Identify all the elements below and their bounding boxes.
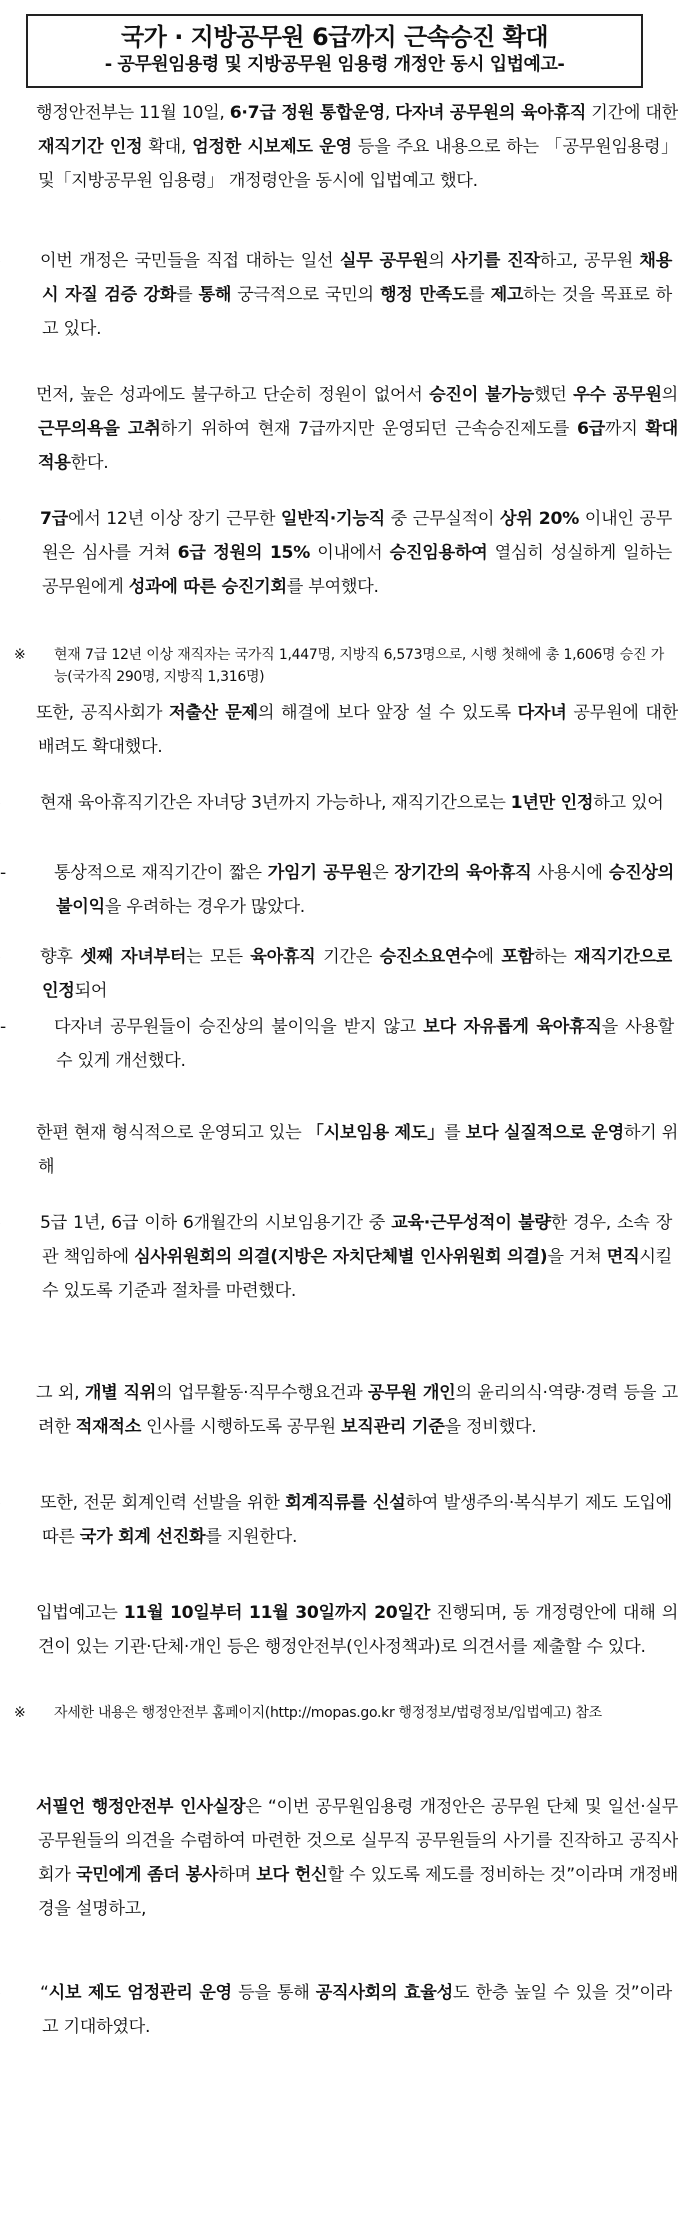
bold-text: 11월 10일부터 11월 30일까지 20일간 [123, 1603, 431, 1623]
text: 열심히 성실하게 일하는 공무원에게 [42, 543, 672, 597]
text: 인사를 시행하도록 공무원 [141, 1417, 341, 1437]
paragraph-third-child [14, 940, 672, 1008]
text: , [384, 103, 396, 123]
text: 했던 [533, 385, 574, 405]
bold-text: 6급 정원의 15% [177, 543, 311, 563]
text: 의 업무활동·직무수행요건과 [156, 1383, 368, 1403]
bold-text: 실무 공무원 [339, 251, 429, 271]
bold-text: 재직기간 인정 [38, 137, 143, 157]
bold-text: 서필언 행정안전부 인사실장 [36, 1797, 246, 1817]
paragraph-grade7-criteria [14, 502, 672, 604]
bold-text: 승진이 불가능 [429, 385, 534, 405]
text: 다자녀 공무원들이 승진상의 불이익을 받지 않고 [54, 1017, 424, 1037]
dash-item-improvement [0, 1010, 674, 1078]
bold-text: 적재적소 [75, 1417, 141, 1437]
text: 등을 주요 내용으로 하는 「공무원임용령」 및「지방공무원 임용령」 개정령안을 동시에 입법예고 했다. [38, 137, 678, 191]
square-bullet-marker [10, 378, 36, 412]
text: 을 정비했다. [444, 1417, 537, 1437]
bold-text: 통해 [198, 285, 232, 305]
text: 의 [428, 251, 452, 271]
bold-text: 장기간의 육아휴직 [394, 863, 532, 883]
bold-text: 승진상의 불이익 [56, 863, 674, 917]
text: 까지 [604, 419, 646, 439]
bold-text: 공직사회의 효율성 [315, 1983, 453, 2003]
paragraph-probation-intro [10, 1116, 678, 1184]
paragraph-probation-dismissal [14, 1206, 672, 1308]
bold-text: 제고 [490, 285, 524, 305]
note-marker: ※ [14, 1705, 26, 1721]
bold-text: 국민에게 좀더 봉사 [76, 1865, 219, 1885]
paragraph-accounting-track [14, 1486, 672, 1554]
square-bullet-marker [10, 696, 36, 730]
bold-text: 6급 [576, 419, 605, 439]
bold-text: 개별 직위 [84, 1383, 157, 1403]
paragraph-purpose [14, 244, 672, 346]
text: 의 윤리의식·역량·경력 등을 고려한 [38, 1383, 678, 1437]
bold-text: 보다 실질적으로 운영 [465, 1123, 624, 1143]
paragraph-legislative-notice [10, 1596, 678, 1664]
square-bullet-marker [10, 1376, 36, 1410]
bold-text: 가임기 공무원 [267, 863, 373, 883]
text: 를 [468, 285, 491, 305]
text: 를 지원한다. [205, 1527, 298, 1547]
text: 사용시에 [531, 863, 609, 883]
bold-text: 「시보임용 제도」 [306, 1123, 445, 1143]
text: 를 부여했다. [286, 577, 379, 597]
text: 확대, [142, 137, 193, 157]
text: 통상적으로 재직기간이 짧은 [54, 863, 268, 883]
bold-text: 엄정한 시보제도 운영 [192, 137, 352, 157]
bold-text: 사기를 진작 [451, 251, 540, 271]
paragraph-parental-leave-current [14, 786, 672, 820]
bold-text: 보다 헌신 [256, 1865, 328, 1885]
bold-text: 성과에 따른 승진기회 [128, 577, 287, 597]
dash-marker: - [0, 1017, 6, 1037]
text: 공무원에 대한 배려도 확대했다. [38, 703, 678, 757]
text: 등을 통해 [231, 1983, 316, 2003]
text: 하고 있어 [593, 793, 664, 813]
circle-bullet-marker [14, 1486, 40, 1520]
note-statistics [14, 644, 664, 688]
note-text: 자세한 내용은 행정안전부 홈페이지(http://mopas.go.kr 행정정보/법령정보/입법예고) 참조 [54, 1705, 602, 1721]
circle-bullet-marker [14, 244, 40, 278]
text: 입법예고는 [36, 1603, 124, 1623]
paragraph-promotion-expansion [10, 378, 678, 480]
text: 를 [176, 285, 199, 305]
bold-text: 7급 [40, 509, 68, 529]
dash-item-disadvantage [0, 856, 674, 924]
text: 은 [372, 863, 395, 883]
text: 을 사용할 수 있게 개선했다. [56, 1017, 674, 1071]
bold-text: 일반직·기능직 [280, 509, 385, 529]
paragraph-expectation [14, 1976, 672, 2044]
note-text: 현재 7급 12년 이상 재직자는 국가직 1,447명, 지방직 6,573명으로, 시행 첫해에 총 1,606명 승진 가능(국가직 290명, 지방직 1,316명) [54, 647, 664, 685]
text: 하기 위하여 현재 7급까지만 운영되던 근속승진제도를 [160, 419, 577, 439]
square-bullet-marker [10, 1596, 36, 1630]
text: 을 거쳐 [547, 1247, 607, 1267]
text: 도 한층 높일 수 있을 것”이라고 기대하였다. [42, 1983, 672, 2037]
text: 하는 것을 목표로 하고 있다. [42, 285, 672, 339]
text: 의 해결에 보다 앞장 설 수 있도록 [257, 703, 518, 723]
text: 기간은 [315, 947, 380, 967]
text: 를 [444, 1123, 466, 1143]
text: 한다. [70, 453, 109, 473]
circle-bullet-marker [14, 1976, 40, 2010]
text: 하고, 공무원 [539, 251, 640, 271]
text: 는 모든 [186, 947, 251, 967]
bold-text: 저출산 문제 [168, 703, 258, 723]
text: 한편 현재 형식적으로 운영되고 있는 [36, 1123, 307, 1143]
paragraph-low-birthrate [10, 696, 678, 764]
text: 중 근무실적이 [384, 509, 500, 529]
text: 5급 1년, 6급 이하 6개월간의 시보임용기간 중 [40, 1213, 392, 1233]
bold-text: 심사위원회의 의결(지방은 자치단체별 인사위원회 의결) [134, 1247, 548, 1267]
bold-text: 승진소요연수 [379, 947, 478, 967]
text: 하여 발생주의·복식부기 제도 도입에 따른 [42, 1493, 672, 1547]
bold-text: 상위 20% [499, 509, 580, 529]
bold-text: 재직기간으로 인정 [42, 947, 672, 1001]
bold-text: 회계직류를 신설 [285, 1493, 406, 1513]
text: 에서 12년 이상 장기 근무한 [67, 509, 281, 529]
text: 은 “이번 공무원임용령 개정안은 공무원 단체 및 일선·실무공무원들의 의견을 수렴하여 마련한 것으로 실무직 공무원들의 사기를 진작하고 공직사회가 [38, 1797, 678, 1885]
bold-text: 면직 [606, 1247, 640, 1267]
bold-text: 육아휴직 [250, 947, 316, 967]
bold-text: 국가 회계 선진화 [79, 1527, 206, 1547]
bold-text: 교육·근무성적이 불량 [391, 1213, 551, 1233]
text: 한 경우, 소속 장관 책임하에 [42, 1213, 672, 1267]
paragraph-director-quote [10, 1790, 678, 1926]
bold-text: 보다 자유롭게 육아휴직 [423, 1017, 602, 1037]
page-subtitle: - 공무원임용령 및 지방공무원 임용령 개정안 동시 입법예고- [104, 54, 565, 75]
bold-text: 근무의욕을 고취 [38, 419, 161, 439]
text: 또한, 공직사회가 [36, 703, 169, 723]
bold-text: 우수 공무원 [573, 385, 662, 405]
bold-text: 다자녀 공무원의 육아휴직 [395, 103, 587, 123]
dash-marker: - [0, 863, 6, 883]
square-bullet-marker [10, 96, 36, 130]
bold-text: 포함 [501, 947, 534, 967]
bold-text: 공무원 개인 [367, 1383, 456, 1403]
bold-text: 시보 제도 엄정관리 운영 [48, 1983, 232, 2003]
circle-bullet-marker [14, 1206, 40, 1240]
text: 할 수 있도록 제도를 정비하는 것”이라며 개정배경을 설명하고, [38, 1865, 678, 1919]
text: 에 [477, 947, 502, 967]
bold-text: 보직관리 기준 [341, 1417, 445, 1437]
text: 되어 [74, 981, 108, 1001]
bold-text: 채용시 자질 검증 강화 [42, 251, 673, 305]
page-title: 국가 · 지방공무원 6급까지 근속승진 확대 [120, 23, 549, 51]
paragraph-announcement [10, 96, 678, 198]
bold-text: 승진임용하여 [389, 543, 488, 563]
circle-bullet-marker [14, 940, 40, 974]
note-reference [14, 1702, 664, 1724]
text: 또한, 전문 회계인력 선발을 위한 [40, 1493, 286, 1513]
text: 궁극적으로 국민의 [231, 285, 380, 305]
text: 하는 [533, 947, 575, 967]
text: 향후 [40, 947, 81, 967]
bold-text: 1년만 인정 [510, 793, 594, 813]
text: 하며 [218, 1865, 257, 1885]
text: 기간에 대한 [586, 103, 678, 123]
paragraph-posting-standards [10, 1376, 678, 1444]
title-box [26, 14, 643, 88]
bold-text: 다자녀 [517, 703, 567, 723]
bold-text: 확대 적용 [38, 419, 678, 473]
text: 현재 육아휴직기간은 자녀당 3년까지 가능하나, 재직기간으로는 [40, 793, 511, 813]
text: 진행되며, 동 개정령안에 대해 의견이 있는 기관·단체·개인 등은 행정안전부(인사정책과)로 의견서를 제출할 수 있다. [38, 1603, 678, 1657]
note-marker: ※ [14, 647, 26, 663]
text: “ [40, 1983, 49, 2003]
text: 시킬 수 있도록 기준과 절차를 마련했다. [42, 1247, 672, 1301]
text: 이번 개정은 국민들을 직접 대하는 일선 [40, 251, 340, 271]
text: 행정안전부는 11월 10일, [36, 103, 230, 123]
bold-text: 행정 만족도 [379, 285, 469, 305]
square-bullet-marker [10, 1790, 36, 1824]
bold-text: 6·7급 정원 통합운영 [229, 103, 385, 123]
text: 하기 위해 [38, 1123, 678, 1177]
circle-bullet-marker [14, 786, 40, 820]
bold-text: 셋째 자녀부터 [80, 947, 187, 967]
text: 의 [661, 385, 678, 405]
text: 그 외, [36, 1383, 85, 1403]
text: 먼저, 높은 성과에도 불구하고 단순히 정원이 없어서 [36, 385, 430, 405]
text: 이내에서 [310, 543, 390, 563]
text: 이내인 공무원은 심사를 거쳐 [42, 509, 673, 563]
circle-bullet-marker [14, 502, 40, 536]
square-bullet-marker [10, 1116, 36, 1150]
text: 을 우려하는 경우가 많았다. [104, 897, 305, 917]
